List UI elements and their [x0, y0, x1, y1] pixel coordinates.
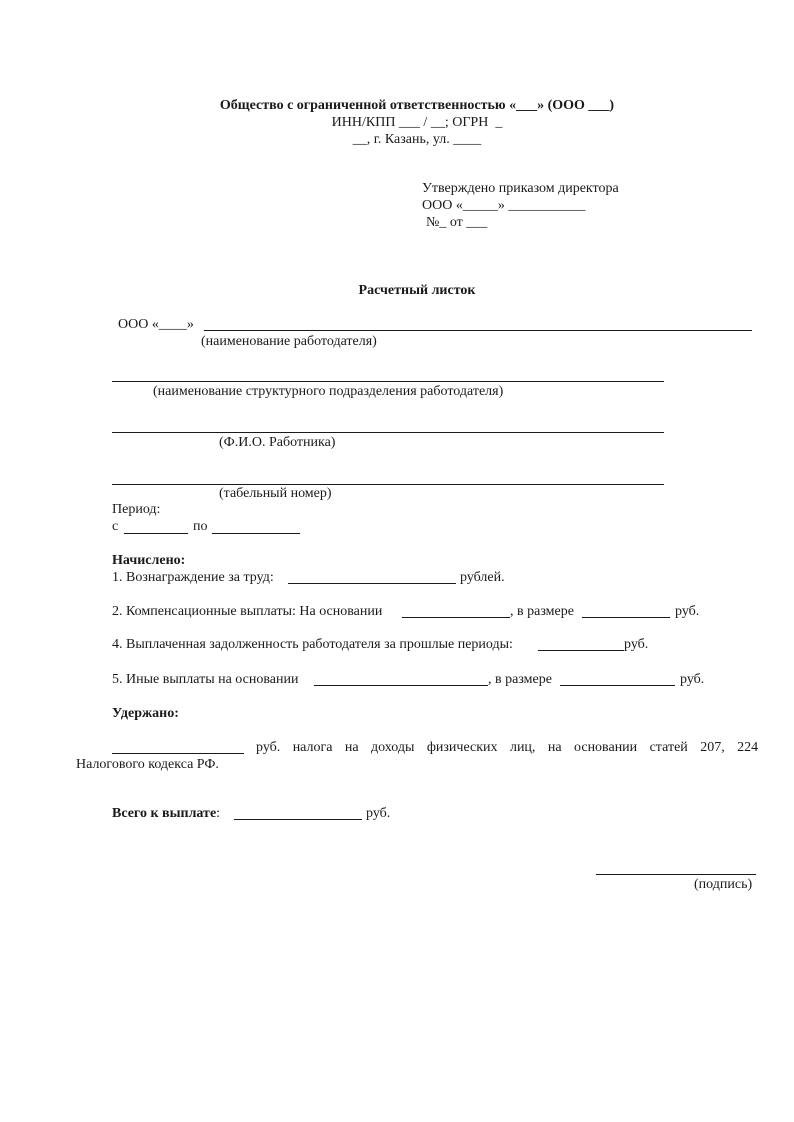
- withheld-heading: Удержано:: [112, 706, 179, 721]
- accrued-item-4-field[interactable]: [538, 650, 624, 651]
- accrued-item-1-field[interactable]: [288, 583, 456, 584]
- accrued-item-5-mid: , в размере: [488, 672, 552, 687]
- withheld-word: на: [547, 740, 562, 755]
- employer-prefix: ООО «____»: [118, 317, 194, 332]
- signature-field[interactable]: [596, 874, 756, 875]
- accrued-item-4-label: 4. Выплаченная задолженность работодателя за прошлые периоды:: [112, 637, 513, 652]
- department-caption: (наименование структурного подразделения работодателя): [153, 384, 504, 399]
- withheld-word: налога: [292, 740, 333, 755]
- inn-kpp-ogrn: ИНН/КПП ___ / __; ОГРН _: [331, 115, 503, 130]
- period-to-label: по: [193, 519, 208, 534]
- signature-caption: (подпись): [694, 877, 753, 892]
- total-colon: :: [216, 806, 221, 821]
- company-address: __, г. Казань, ул. ____: [352, 132, 482, 147]
- withheld-word: 207,: [700, 740, 725, 755]
- accrued-item-2-mid: , в размере: [510, 604, 574, 619]
- accrued-item-5-basis-field[interactable]: [314, 685, 488, 686]
- accrued-item-1-unit: рублей.: [460, 570, 505, 585]
- company-name: Общество с ограниченной ответственностью «___» (ООО ___): [219, 98, 615, 113]
- accrued-item-2-basis-field[interactable]: [402, 617, 510, 618]
- period-to-field[interactable]: [212, 533, 300, 534]
- withheld-word: лиц,: [509, 740, 536, 755]
- withheld-text-line-2: Налогового кодекса РФ.: [76, 757, 219, 772]
- withheld-word: физических: [426, 740, 498, 755]
- accrued-item-5-unit: руб.: [680, 672, 705, 687]
- accrued-item-2-label: 2. Компенсационные выплаты: На основании: [112, 604, 383, 619]
- total-label: Всего к выплате: [112, 806, 217, 821]
- approval-line-3: №_ от ___: [426, 215, 488, 230]
- period-label: Период:: [112, 502, 161, 517]
- accrued-item-5-amount-field[interactable]: [560, 685, 675, 686]
- accrued-item-4-unit: руб.: [624, 637, 649, 652]
- personnel-number-caption: (табельный номер): [219, 486, 332, 501]
- accrued-item-5-label: 5. Иные выплаты на основании: [112, 672, 299, 687]
- personnel-number-field[interactable]: [112, 484, 664, 485]
- withheld-word: доходы: [371, 740, 415, 755]
- employer-caption: (наименование работодателя): [201, 334, 377, 349]
- approval-line-2: ООО «_____» ___________: [422, 198, 586, 213]
- withheld-word: на: [344, 740, 359, 755]
- total-amount-field[interactable]: [234, 819, 362, 820]
- total-unit: руб.: [366, 806, 391, 821]
- withheld-word: руб.: [256, 740, 281, 755]
- withheld-word: статей: [649, 740, 688, 755]
- department-field[interactable]: [112, 381, 664, 382]
- period-from-label: с: [112, 519, 119, 534]
- withheld-word: 224: [737, 740, 759, 755]
- accrued-item-1-label: 1. Вознаграждение за труд:: [112, 570, 274, 585]
- accrued-item-2-unit: руб.: [675, 604, 700, 619]
- total-row: [112, 806, 220, 822]
- employer-name-field[interactable]: [204, 330, 752, 331]
- employee-name-field[interactable]: [112, 432, 664, 433]
- approval-line-1: Утверждено приказом директора: [422, 181, 619, 196]
- period-from-field[interactable]: [124, 533, 188, 534]
- withheld-amount-field[interactable]: [112, 753, 244, 754]
- withheld-text-line-1: [256, 740, 758, 756]
- withheld-word: основании: [574, 740, 638, 755]
- document-title: Расчетный листок: [358, 283, 476, 298]
- accrued-heading: Начислено:: [112, 553, 186, 568]
- employee-caption: (Ф.И.О. Работника): [219, 435, 336, 450]
- accrued-item-2-amount-field[interactable]: [582, 617, 670, 618]
